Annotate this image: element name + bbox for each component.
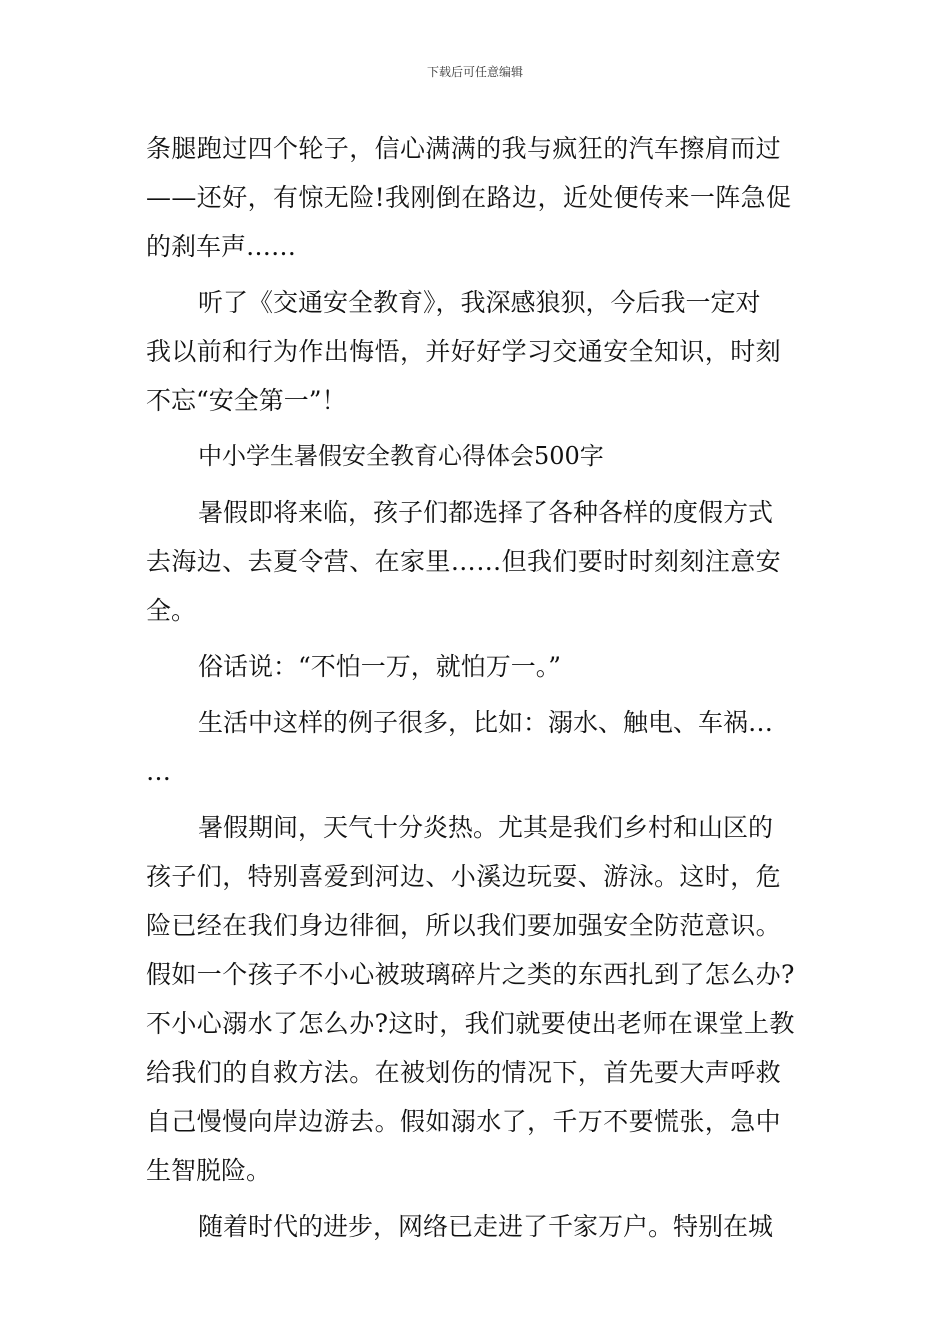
section-heading: 中小学生暑假安全教育心得体会500字 xyxy=(198,442,604,470)
text-line: 假如一个孩子不小心被玻璃碎片之类的东西扎到了怎么办? xyxy=(146,960,795,989)
text-line: 生智脱险。 xyxy=(146,1156,272,1185)
paragraph-first-line: 暑假即将来临，孩子们都选择了各种各样的度假方式 xyxy=(198,498,774,527)
text-line: 去海边、去夏令营、在家里……但我们要时时刻刻注意安 xyxy=(146,547,782,576)
text-line: 不忘“安全第一”！ xyxy=(146,386,347,415)
paragraph-first-line: 俗话说：“不怕一万，就怕万一。” xyxy=(198,652,562,681)
document-body xyxy=(146,124,810,1251)
text-line: 不小心溺水了怎么办?这时，我们就要使出老师在课堂上教 xyxy=(146,1009,795,1038)
text-line: 给我们的自救方法。在被划伤的情况下，首先要大声呼救 xyxy=(146,1058,782,1087)
paragraph-first-line: 随着时代的进步，网络已走进了千家万户。特别在城 xyxy=(198,1212,774,1241)
text-line: ——还好，有惊无险!我刚倒在路边，近处便传来一阵急促 xyxy=(146,183,792,212)
text-line: 我以前和行为作出悔悟，并好好学习交通安全知识，时刻 xyxy=(146,337,782,366)
text-line: 的刹车声…… xyxy=(146,232,297,261)
text-line: 全。 xyxy=(146,596,197,625)
text-line: 孩子们，特别喜爱到河边、小溪边玩耍、游泳。这时，危 xyxy=(146,862,782,891)
text-line: 险已经在我们身边徘徊，所以我们要加强安全防范意识。 xyxy=(146,911,782,940)
text-line: 条腿跑过四个轮子，信心满满的我与疯狂的汽车擦肩而过 xyxy=(146,134,782,163)
paragraph-first-line: 生活中这样的例子很多，比如：溺水、触电、车祸… xyxy=(198,708,774,737)
text-line: 自己慢慢向岸边游去。假如溺水了，千万不要慌张，急中 xyxy=(146,1107,782,1136)
paragraph-first-line: 暑假期间，天气十分炎热。尤其是我们乡村和山区的 xyxy=(198,813,774,842)
text-line: … xyxy=(146,757,171,786)
paragraph-first-line: 听了《交通安全教育》，我深感狼狈，今后我一定对 xyxy=(198,288,761,317)
page-header: 下载后可任意编辑 xyxy=(426,65,523,79)
